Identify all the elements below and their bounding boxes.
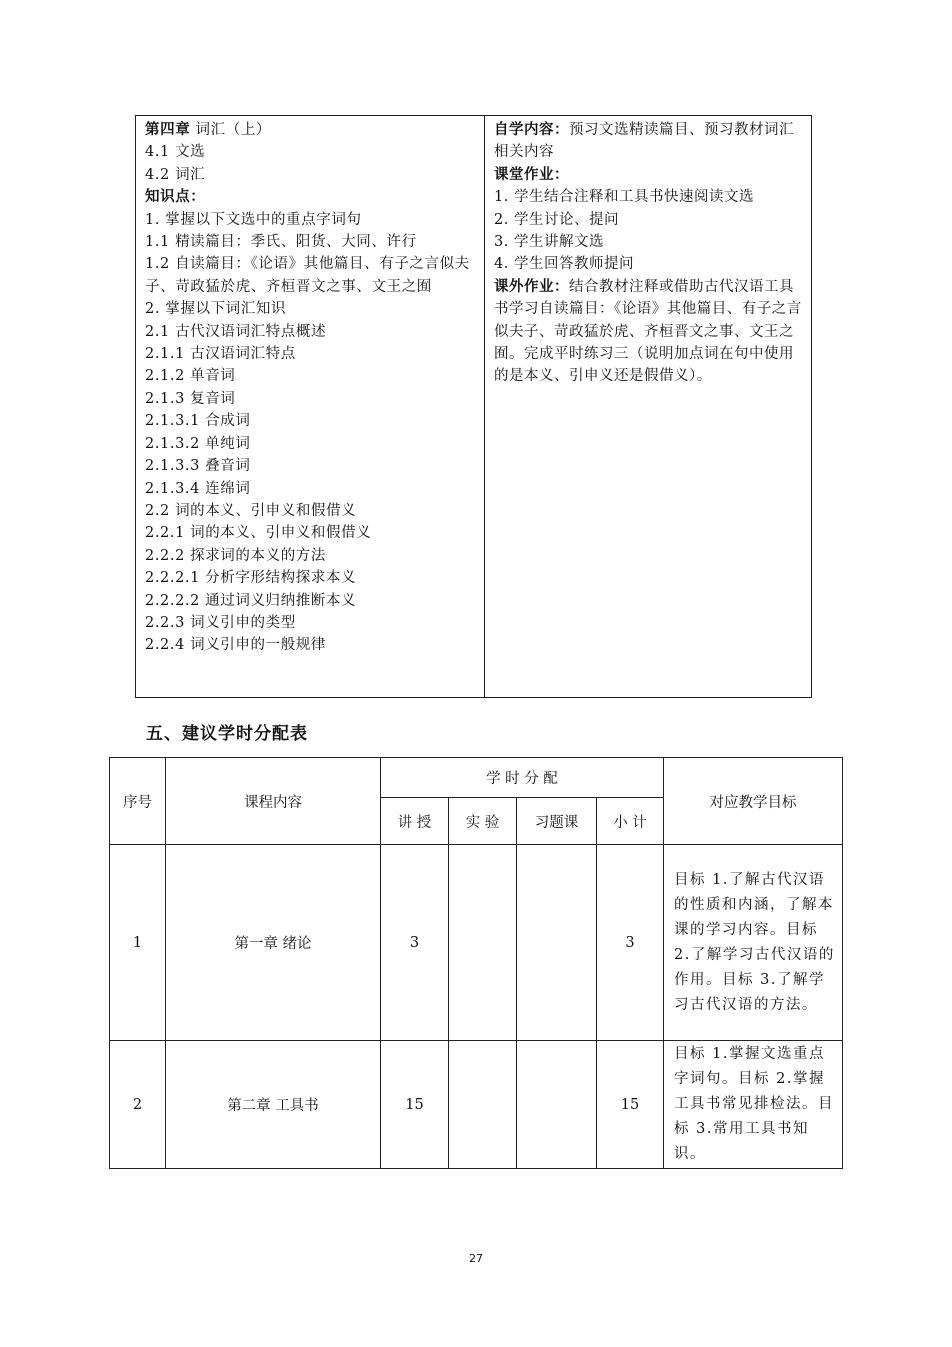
outline-line: 2.1.3.3 叠音词 bbox=[145, 458, 251, 475]
outline-line: 2.2.2.2 通过词义归纳推断本义 bbox=[145, 592, 357, 609]
outline-line: 1. 掌握以下文选中的重点字词句 bbox=[145, 211, 362, 228]
row-lecture: 3 bbox=[381, 845, 449, 1041]
row-experiment bbox=[449, 845, 517, 1041]
row-subtotal: 15 bbox=[597, 1041, 664, 1169]
row-content: 第二章 工具书 bbox=[166, 1041, 381, 1169]
outline-line: 2.1.3.4 连绵词 bbox=[145, 480, 251, 497]
outline-line: 2.1.2 单音词 bbox=[145, 368, 236, 385]
row-seq: 1 bbox=[110, 845, 166, 1041]
header-allocation: 学 时 分 配 bbox=[381, 758, 664, 798]
header-exercise: 习题课 bbox=[517, 798, 597, 845]
row-exercise bbox=[517, 1041, 597, 1169]
self-study-content: 自学内容：预习文选精读篇目、预习教材词汇相关内容 bbox=[494, 122, 794, 161]
outline-line: 2.1.1 古汉语词汇特点 bbox=[145, 346, 296, 363]
table-row bbox=[110, 1041, 843, 1169]
header-goal: 对应教学目标 bbox=[664, 758, 843, 845]
header-content: 课程内容 bbox=[166, 758, 381, 845]
assignment-column bbox=[485, 116, 811, 697]
outline-line: 1.2 自读篇目：《论语》其他篇目、有子之言似夫子、苛政猛於虎、齐桓晋文之事、文王之囿 bbox=[145, 256, 470, 295]
row-seq: 2 bbox=[110, 1041, 166, 1169]
outline-line: 第四章 词汇（上） bbox=[145, 122, 272, 138]
chapter-table bbox=[135, 115, 812, 698]
row-goal: 目标 1.了解古代汉语的性质和内涵，了解本课的学习内容。目标 2.了解学习古代汉语的作用。目标 3.了解学习古代汉语的方法。 bbox=[664, 845, 843, 1041]
section-heading: 五、建议学时分配表 bbox=[146, 724, 308, 744]
assignment-line: 4. 学生回答教师提问 bbox=[494, 256, 634, 273]
header-seq: 序号 bbox=[110, 758, 166, 845]
outline-line: 2.1.3 复音词 bbox=[145, 390, 236, 407]
outline-line: 4.1 文选 bbox=[145, 144, 206, 161]
header-experiment: 实 验 bbox=[449, 798, 517, 845]
outline-line: 2.2.2 探求词的本义的方法 bbox=[145, 547, 327, 564]
outline-line: 2.1 古代汉语词汇特点概述 bbox=[145, 323, 327, 340]
outline-line: 2.2 词的本义、引申义和假借义 bbox=[145, 502, 357, 519]
outline-line: 2.2.2.1 分析字形结构探求本义 bbox=[145, 570, 357, 587]
header-lecture: 讲 授 bbox=[381, 798, 449, 845]
table-row bbox=[110, 845, 843, 1041]
assignment-line: 2. 学生讨论、提问 bbox=[494, 211, 619, 228]
chapter-outline-column bbox=[136, 116, 485, 697]
outline-line: 2.2.3 词义引申的类型 bbox=[145, 614, 296, 631]
knowledge-points-label: 知识点： bbox=[145, 189, 206, 206]
outline-line: 2.2.4 词义引申的一般规律 bbox=[145, 637, 327, 654]
outline-line: 1.1 精读篇目：季氏、阳货、大同、许行 bbox=[145, 234, 417, 251]
row-content: 第一章 绪论 bbox=[166, 845, 381, 1041]
assignment-line: 3. 学生讲解文选 bbox=[494, 234, 604, 251]
table-header-row bbox=[110, 758, 843, 798]
outline-line: 2. 掌握以下词汇知识 bbox=[145, 301, 287, 318]
row-lecture: 15 bbox=[381, 1041, 449, 1169]
row-exercise bbox=[517, 845, 597, 1041]
hours-allocation-table bbox=[109, 757, 843, 1169]
outline-line: 2.2.1 词的本义、引申义和假借义 bbox=[145, 525, 372, 542]
header-subtotal: 小 计 bbox=[597, 798, 664, 845]
outline-line: 4.2 词汇 bbox=[145, 166, 206, 183]
outline-line: 2.1.3.2 单纯词 bbox=[145, 435, 251, 452]
page-number: 27 bbox=[469, 1252, 483, 1265]
row-goal: 目标 1.掌握文选重点字词句。目标 2.掌握工具书常见排检法。目标 3.常用工具书知识。 bbox=[664, 1041, 843, 1169]
assignment-line: 1. 学生结合注释和工具书快速阅读文选 bbox=[494, 189, 754, 206]
outline-line: 2.1.3.1 合成词 bbox=[145, 413, 251, 430]
row-experiment bbox=[449, 1041, 517, 1169]
class-assignment-label: 课堂作业： bbox=[494, 166, 569, 183]
row-subtotal: 3 bbox=[597, 845, 664, 1041]
homework-content: 课外作业：结合教材注释或借助古代汉语工具书学习自读篇目：《论语》其他篇目、有子之言似夫子、苛政猛於虎、齐桓晋文之事、文王之囿。完成平时练习三（说明加点词在句中使用的是本义、引申义还是假借义）。 bbox=[494, 278, 802, 385]
